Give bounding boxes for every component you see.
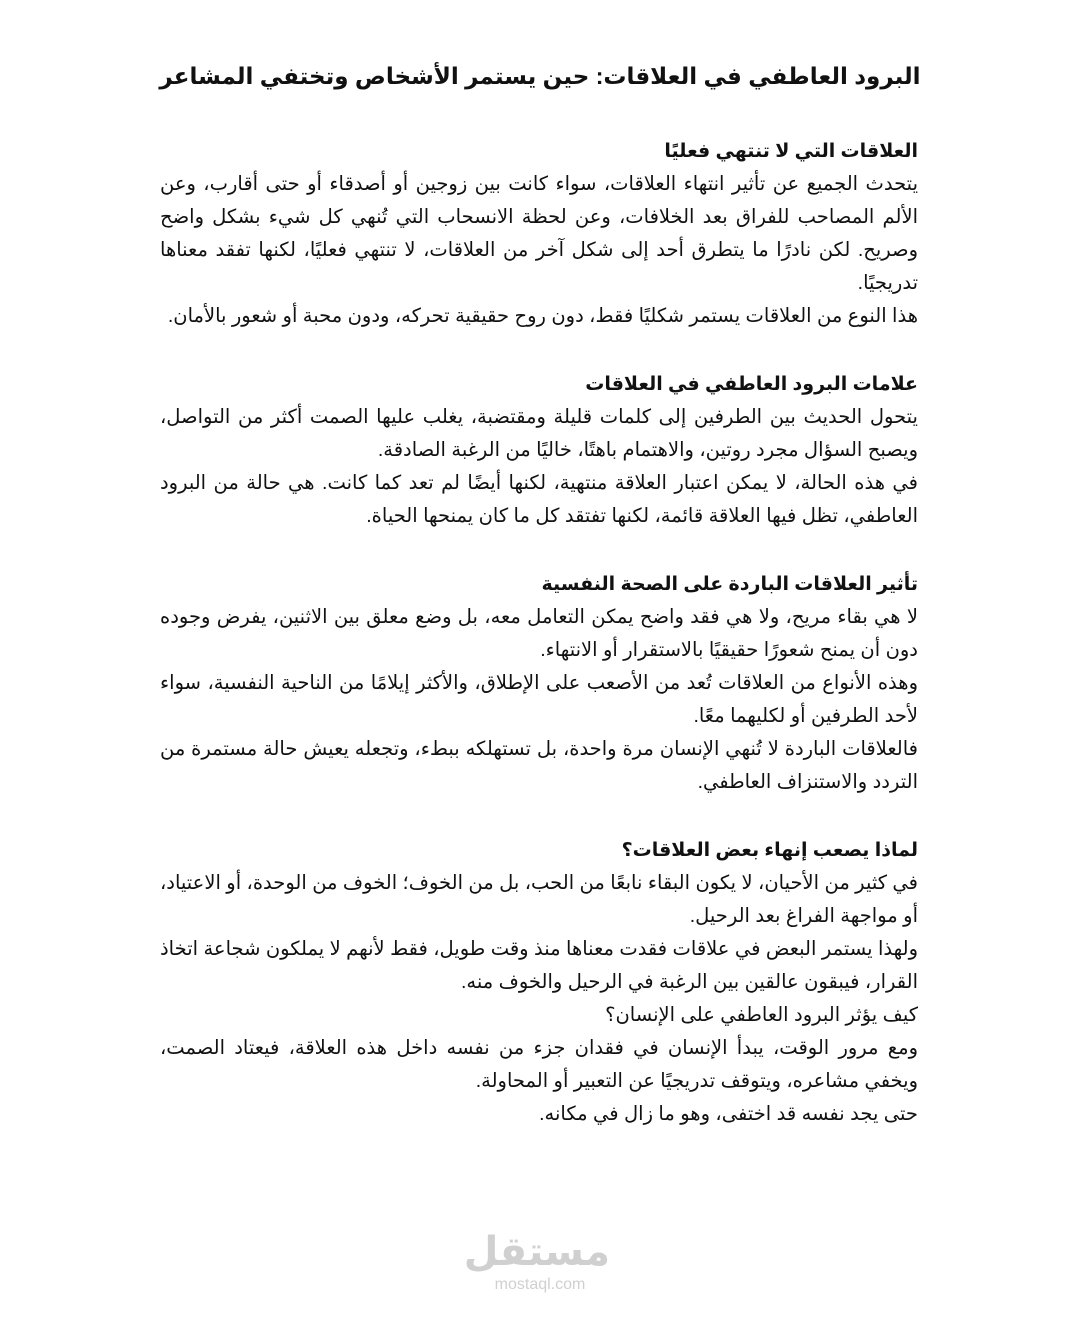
section-paragraph: لا هي بقاء مريح، ولا هي فقد واضح يمكن التعامل معه، بل وضع معلق بين الاثنين، يفرض وجوده دون أن يمنح شعورًا حقيقيًا بالاستقرار أو الانتهاء. [160,606,918,661]
section-paragraph: هذا النوع من العلاقات يستمر شكليًا فقط، دون روح حقيقية تحركه، ودون محبة أو شعور بالأمان. [167,305,918,327]
section-heading: علامات البرود العاطفي في العلاقات [585,374,918,395]
section-paragraph: كيف يؤثر البرود العاطفي على الإنسان؟ [605,1004,918,1026]
section-paragraph: فالعلاقات الباردة لا تُنهي الإنسان مرة واحدة، بل تستهلكه ببطء، وتجعله يعيش حالة مستمرة من التردد والاستنزاف العاطفي. [160,738,918,793]
section-mental-health-impact [160,568,918,799]
section-heading: لماذا يصعب إنهاء بعض العلاقات؟ [621,840,918,861]
section-why-hard-to-end [160,834,918,1131]
section-paragraph: ولهذا يستمر البعض في علاقات فقدت معناها منذ وقت طويل، فقط لأنهم لا يملكون شجاعة اتخاذ القرار، فيبقون عالقين بين الرغبة في الرحيل والخوف منه. [160,938,918,993]
section-paragraph: ومع مرور الوقت، يبدأ الإنسان في فقدان جزء من نفسه داخل هذه العلاقة، فيعتاد الصمت، ويخفي مشاعره، ويتوقف تدريجيًا عن التعبير أو المحاولة. [160,1037,918,1092]
document-title: البرود العاطفي في العلاقات: حين يستمر الأشخاص وتختفي المشاعر [159,63,921,89]
section-paragraph: يتحدث الجميع عن تأثير انتهاء العلاقات، سواء كانت بين زوجين أو أصدقاء أو حتى أقارب، وعن الألم المصاحب للفراق بعد الخلافات، وعن لحظة الانسحاب التي تُنهي كل شيء بشكل واضح وصريح. لكن نادرًا ما يتطرق أحد إلى شكل آخر من العلاقات، لا تنتهي فعليًا، لكنها تفقد معناها تدريجيًا. [160,173,918,294]
section-endless-relationships [160,135,918,333]
watermark-url: mostaql.com [494,1276,586,1293]
watermark-logo-text: مستقل [463,1230,610,1274]
section-paragraph: في هذه الحالة، لا يمكن اعتبار العلاقة منتهية، لكنها أيضًا لم تعد كما كانت. هي حالة من البرود العاطفي، تظل فيها العلاقة قائمة، لكنها تفتقد كل ما كان يمنحها الحياة. [160,472,918,527]
mostaql-watermark [463,1228,610,1294]
section-paragraph: في كثير من الأحيان، لا يكون البقاء نابعًا من الحب، بل من الخوف؛ الخوف من الوحدة، أو الاعتياد، أو مواجهة الفراغ بعد الرحيل. [160,872,918,927]
document-body [160,135,918,1166]
section-signs-of-coldness [160,368,918,533]
section-heading: العلاقات التي لا تنتهي فعليًا [664,141,918,162]
section-paragraph: وهذه الأنواع من العلاقات تُعد من الأصعب على الإطلاق، والأكثر إيلامًا من الناحية النفسية، سواء لأحد الطرفين أو لكليهما معًا. [160,672,918,727]
section-paragraph: حتى يجد نفسه قد اختفى، وهو ما زال في مكانه. [539,1103,918,1125]
section-heading: تأثير العلاقات الباردة على الصحة النفسية [541,574,918,595]
section-paragraph: يتحول الحديث بين الطرفين إلى كلمات قليلة ومقتضبة، يغلب عليها الصمت أكثر من التواصل، ويصبح السؤال مجرد روتين، والاهتمام باهتًا، خاليًا من الرغبة الصادقة. [160,406,918,461]
